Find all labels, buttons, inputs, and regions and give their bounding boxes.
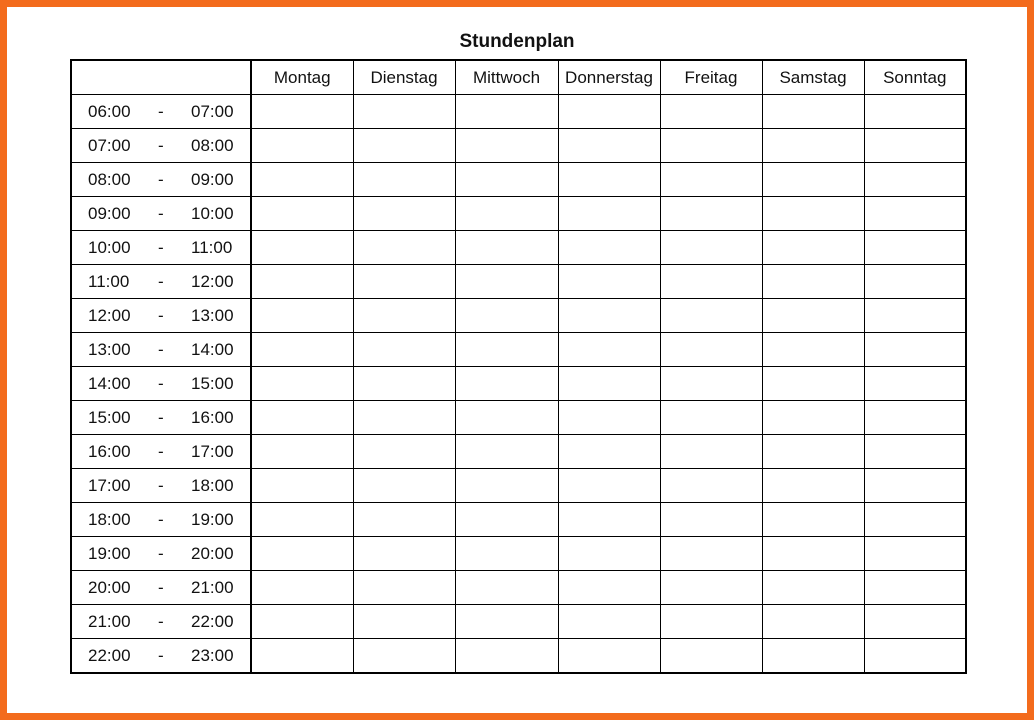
time-row bbox=[71, 129, 966, 163]
time-range-cell bbox=[71, 571, 251, 605]
schedule-cell-mittwoch[interactable] bbox=[455, 401, 558, 435]
time-end: 09:00 bbox=[191, 170, 234, 189]
timetable-body bbox=[71, 95, 966, 674]
schedule-cell-mittwoch[interactable] bbox=[455, 571, 558, 605]
schedule-cell-freitag[interactable] bbox=[660, 605, 762, 639]
time-separator: - bbox=[158, 646, 164, 665]
schedule-cell-donnerstag[interactable] bbox=[558, 197, 660, 231]
schedule-cell-donnerstag[interactable] bbox=[558, 129, 660, 163]
time-end: 22:00 bbox=[191, 612, 234, 631]
time-end: 19:00 bbox=[191, 510, 234, 529]
time-range-cell bbox=[71, 367, 251, 401]
schedule-cell-sonntag[interactable] bbox=[864, 469, 966, 503]
schedule-cell-montag[interactable] bbox=[251, 129, 353, 163]
schedule-cell-donnerstag[interactable] bbox=[558, 333, 660, 367]
time-range-cell bbox=[71, 197, 251, 231]
time-separator: - bbox=[158, 544, 164, 563]
time-end: 16:00 bbox=[191, 408, 234, 427]
time-range-cell bbox=[71, 639, 251, 674]
time-row bbox=[71, 163, 966, 197]
schedule-cell-sonntag[interactable] bbox=[864, 163, 966, 197]
schedule-cell-mittwoch[interactable] bbox=[455, 333, 558, 367]
day-header-montag: Montag bbox=[251, 60, 353, 95]
schedule-cell-donnerstag[interactable] bbox=[558, 163, 660, 197]
schedule-cell-donnerstag[interactable] bbox=[558, 435, 660, 469]
schedule-cell-montag[interactable] bbox=[251, 265, 353, 299]
time-range-cell bbox=[71, 333, 251, 367]
time-row bbox=[71, 367, 966, 401]
schedule-cell-donnerstag[interactable] bbox=[558, 469, 660, 503]
time-row bbox=[71, 197, 966, 231]
schedule-cell-freitag[interactable] bbox=[660, 95, 762, 129]
timetable bbox=[70, 59, 967, 674]
time-end: 11:00 bbox=[191, 238, 233, 257]
time-row bbox=[71, 95, 966, 129]
schedule-cell-mittwoch[interactable] bbox=[455, 605, 558, 639]
schedule-cell-sonntag[interactable] bbox=[864, 401, 966, 435]
time-separator: - bbox=[158, 612, 164, 631]
time-row bbox=[71, 435, 966, 469]
schedule-cell-dienstag[interactable] bbox=[353, 333, 455, 367]
schedule-cell-dienstag[interactable] bbox=[353, 639, 455, 674]
schedule-cell-dienstag[interactable] bbox=[353, 129, 455, 163]
schedule-cell-samstag[interactable] bbox=[762, 537, 864, 571]
schedule-cell-montag[interactable] bbox=[251, 333, 353, 367]
time-range-cell bbox=[71, 265, 251, 299]
schedule-cell-samstag[interactable] bbox=[762, 639, 864, 674]
schedule-cell-samstag[interactable] bbox=[762, 605, 864, 639]
schedule-cell-dienstag[interactable] bbox=[353, 265, 455, 299]
schedule-cell-dienstag[interactable] bbox=[353, 435, 455, 469]
day-header-freitag: Freitag bbox=[660, 60, 762, 95]
time-separator: - bbox=[158, 340, 164, 359]
schedule-cell-mittwoch[interactable] bbox=[455, 231, 558, 265]
time-end: 13:00 bbox=[191, 306, 234, 325]
schedule-cell-dienstag[interactable] bbox=[353, 367, 455, 401]
time-separator: - bbox=[158, 170, 164, 189]
time-separator: - bbox=[158, 476, 164, 495]
schedule-cell-montag[interactable] bbox=[251, 163, 353, 197]
time-start: 22:00 bbox=[88, 646, 131, 665]
schedule-cell-donnerstag[interactable] bbox=[558, 401, 660, 435]
time-row bbox=[71, 571, 966, 605]
schedule-cell-sonntag[interactable] bbox=[864, 129, 966, 163]
time-end: 10:00 bbox=[191, 204, 234, 223]
time-end: 17:00 bbox=[191, 442, 234, 461]
schedule-cell-mittwoch[interactable] bbox=[455, 299, 558, 333]
time-range-cell bbox=[71, 503, 251, 537]
day-header-samstag: Samstag bbox=[762, 60, 864, 95]
schedule-cell-donnerstag[interactable] bbox=[558, 537, 660, 571]
time-range-cell bbox=[71, 605, 251, 639]
schedule-cell-freitag[interactable] bbox=[660, 163, 762, 197]
schedule-cell-freitag[interactable] bbox=[660, 503, 762, 537]
time-start: 20:00 bbox=[88, 578, 131, 597]
time-separator: - bbox=[158, 102, 164, 121]
time-separator: - bbox=[158, 442, 164, 461]
schedule-cell-samstag[interactable] bbox=[762, 469, 864, 503]
schedule-cell-mittwoch[interactable] bbox=[455, 163, 558, 197]
schedule-cell-sonntag[interactable] bbox=[864, 197, 966, 231]
schedule-cell-freitag[interactable] bbox=[660, 367, 762, 401]
schedule-cell-sonntag[interactable] bbox=[864, 503, 966, 537]
schedule-cell-donnerstag[interactable] bbox=[558, 503, 660, 537]
schedule-cell-freitag[interactable] bbox=[660, 401, 762, 435]
schedule-cell-freitag[interactable] bbox=[660, 265, 762, 299]
schedule-cell-sonntag[interactable] bbox=[864, 571, 966, 605]
schedule-cell-mittwoch[interactable] bbox=[455, 469, 558, 503]
schedule-cell-donnerstag[interactable] bbox=[558, 639, 660, 674]
schedule-cell-donnerstag[interactable] bbox=[558, 299, 660, 333]
schedule-cell-samstag[interactable] bbox=[762, 129, 864, 163]
time-row bbox=[71, 639, 966, 674]
time-start: 12:00 bbox=[88, 306, 131, 325]
schedule-cell-montag[interactable] bbox=[251, 605, 353, 639]
time-range-cell bbox=[71, 129, 251, 163]
schedule-cell-samstag[interactable] bbox=[762, 95, 864, 129]
schedule-cell-samstag[interactable] bbox=[762, 163, 864, 197]
schedule-cell-donnerstag[interactable] bbox=[558, 367, 660, 401]
schedule-cell-donnerstag[interactable] bbox=[558, 571, 660, 605]
schedule-cell-samstag[interactable] bbox=[762, 197, 864, 231]
schedule-cell-sonntag[interactable] bbox=[864, 265, 966, 299]
schedule-cell-dienstag[interactable] bbox=[353, 503, 455, 537]
time-start: 06:00 bbox=[88, 102, 131, 121]
time-separator: - bbox=[158, 408, 164, 427]
schedule-cell-montag[interactable] bbox=[251, 367, 353, 401]
time-end: 15:00 bbox=[191, 374, 234, 393]
schedule-cell-samstag[interactable] bbox=[762, 333, 864, 367]
schedule-cell-sonntag[interactable] bbox=[864, 95, 966, 129]
time-start: 19:00 bbox=[88, 544, 131, 563]
time-row bbox=[71, 265, 966, 299]
header-corner-cell bbox=[71, 60, 251, 95]
schedule-cell-freitag[interactable] bbox=[660, 537, 762, 571]
schedule-cell-freitag[interactable] bbox=[660, 333, 762, 367]
schedule-cell-mittwoch[interactable] bbox=[455, 265, 558, 299]
time-start: 18:00 bbox=[88, 510, 131, 529]
schedule-cell-montag[interactable] bbox=[251, 469, 353, 503]
time-range-cell bbox=[71, 401, 251, 435]
time-start: 14:00 bbox=[88, 374, 131, 393]
schedule-cell-dienstag[interactable] bbox=[353, 537, 455, 571]
schedule-cell-sonntag[interactable] bbox=[864, 435, 966, 469]
time-row bbox=[71, 537, 966, 571]
schedule-cell-montag[interactable] bbox=[251, 503, 353, 537]
day-header-mittwoch: Mittwoch bbox=[455, 60, 558, 95]
schedule-cell-dienstag[interactable] bbox=[353, 163, 455, 197]
schedule-cell-montag[interactable] bbox=[251, 435, 353, 469]
time-separator: - bbox=[158, 510, 164, 529]
time-separator: - bbox=[158, 136, 164, 155]
schedule-cell-freitag[interactable] bbox=[660, 571, 762, 605]
schedule-cell-montag[interactable] bbox=[251, 401, 353, 435]
time-row bbox=[71, 401, 966, 435]
time-separator: - bbox=[158, 238, 164, 257]
time-range-cell bbox=[71, 163, 251, 197]
schedule-cell-samstag[interactable] bbox=[762, 401, 864, 435]
time-row bbox=[71, 333, 966, 367]
time-range-cell bbox=[71, 469, 251, 503]
time-end: 20:00 bbox=[191, 544, 234, 563]
schedule-cell-mittwoch[interactable] bbox=[455, 639, 558, 674]
schedule-cell-sonntag[interactable] bbox=[864, 299, 966, 333]
time-range-cell bbox=[71, 299, 251, 333]
schedule-cell-sonntag[interactable] bbox=[864, 333, 966, 367]
time-separator: - bbox=[158, 306, 164, 325]
time-end: 12:00 bbox=[191, 272, 234, 291]
schedule-cell-sonntag[interactable] bbox=[864, 231, 966, 265]
schedule-cell-dienstag[interactable] bbox=[353, 401, 455, 435]
time-range-cell bbox=[71, 435, 251, 469]
time-row bbox=[71, 299, 966, 333]
schedule-cell-montag[interactable] bbox=[251, 299, 353, 333]
time-end: 23:00 bbox=[191, 646, 234, 665]
time-start: 21:00 bbox=[88, 612, 131, 631]
day-header-donnerstag: Donnerstag bbox=[558, 60, 660, 95]
schedule-cell-donnerstag[interactable] bbox=[558, 605, 660, 639]
time-start: 16:00 bbox=[88, 442, 131, 461]
schedule-cell-sonntag[interactable] bbox=[864, 367, 966, 401]
schedule-cell-mittwoch[interactable] bbox=[455, 367, 558, 401]
schedule-cell-mittwoch[interactable] bbox=[455, 435, 558, 469]
time-start: 10:00 bbox=[88, 238, 131, 257]
time-range-cell bbox=[71, 95, 251, 129]
time-start: 15:00 bbox=[88, 408, 131, 427]
schedule-cell-freitag[interactable] bbox=[660, 639, 762, 674]
schedule-cell-samstag[interactable] bbox=[762, 299, 864, 333]
time-separator: - bbox=[158, 578, 164, 597]
time-separator: - bbox=[158, 272, 164, 291]
schedule-cell-freitag[interactable] bbox=[660, 231, 762, 265]
time-end: 08:00 bbox=[191, 136, 234, 155]
day-header-dienstag: Dienstag bbox=[353, 60, 455, 95]
time-start: 11:00 bbox=[88, 272, 130, 291]
schedule-cell-samstag[interactable] bbox=[762, 571, 864, 605]
schedule-cell-freitag[interactable] bbox=[660, 299, 762, 333]
schedule-cell-montag[interactable] bbox=[251, 231, 353, 265]
time-start: 09:00 bbox=[88, 204, 131, 223]
schedule-cell-dienstag[interactable] bbox=[353, 95, 455, 129]
time-row bbox=[71, 231, 966, 265]
page-title: Stundenplan bbox=[459, 31, 575, 52]
schedule-cell-donnerstag[interactable] bbox=[558, 265, 660, 299]
schedule-cell-dienstag[interactable] bbox=[353, 231, 455, 265]
time-row bbox=[71, 469, 966, 503]
schedule-cell-mittwoch[interactable] bbox=[455, 197, 558, 231]
time-end: 21:00 bbox=[191, 578, 234, 597]
schedule-cell-montag[interactable] bbox=[251, 537, 353, 571]
time-start: 13:00 bbox=[88, 340, 131, 359]
schedule-cell-montag[interactable] bbox=[251, 571, 353, 605]
schedule-cell-sonntag[interactable] bbox=[864, 537, 966, 571]
schedule-cell-dienstag[interactable] bbox=[353, 571, 455, 605]
header-row bbox=[71, 60, 966, 95]
schedule-cell-mittwoch[interactable] bbox=[455, 537, 558, 571]
schedule-cell-freitag[interactable] bbox=[660, 469, 762, 503]
schedule-cell-montag[interactable] bbox=[251, 95, 353, 129]
schedule-cell-montag[interactable] bbox=[251, 639, 353, 674]
schedule-cell-dienstag[interactable] bbox=[353, 605, 455, 639]
schedule-cell-dienstag[interactable] bbox=[353, 469, 455, 503]
time-range-cell bbox=[71, 231, 251, 265]
schedule-cell-sonntag[interactable] bbox=[864, 605, 966, 639]
time-end: 07:00 bbox=[191, 102, 234, 121]
time-row bbox=[71, 503, 966, 537]
time-end: 18:00 bbox=[191, 476, 234, 495]
time-start: 07:00 bbox=[88, 136, 131, 155]
time-range-cell bbox=[71, 537, 251, 571]
schedule-cell-mittwoch[interactable] bbox=[455, 129, 558, 163]
time-start: 17:00 bbox=[88, 476, 131, 495]
day-header-sonntag: Sonntag bbox=[864, 60, 966, 95]
schedule-cell-samstag[interactable] bbox=[762, 435, 864, 469]
schedule-cell-samstag[interactable] bbox=[762, 231, 864, 265]
schedule-cell-samstag[interactable] bbox=[762, 367, 864, 401]
schedule-cell-dienstag[interactable] bbox=[353, 299, 455, 333]
schedule-cell-dienstag[interactable] bbox=[353, 197, 455, 231]
time-end: 14:00 bbox=[191, 340, 234, 359]
schedule-cell-sonntag[interactable] bbox=[864, 639, 966, 674]
schedule-cell-freitag[interactable] bbox=[660, 435, 762, 469]
schedule-cell-freitag[interactable] bbox=[660, 197, 762, 231]
schedule-cell-donnerstag[interactable] bbox=[558, 231, 660, 265]
schedule-cell-montag[interactable] bbox=[251, 197, 353, 231]
schedule-cell-samstag[interactable] bbox=[762, 265, 864, 299]
time-separator: - bbox=[158, 204, 164, 223]
schedule-cell-freitag[interactable] bbox=[660, 129, 762, 163]
schedule-cell-mittwoch[interactable] bbox=[455, 95, 558, 129]
time-start: 08:00 bbox=[88, 170, 131, 189]
time-separator: - bbox=[158, 374, 164, 393]
schedule-cell-mittwoch[interactable] bbox=[455, 503, 558, 537]
schedule-cell-samstag[interactable] bbox=[762, 503, 864, 537]
schedule-cell-donnerstag[interactable] bbox=[558, 95, 660, 129]
time-row bbox=[71, 605, 966, 639]
